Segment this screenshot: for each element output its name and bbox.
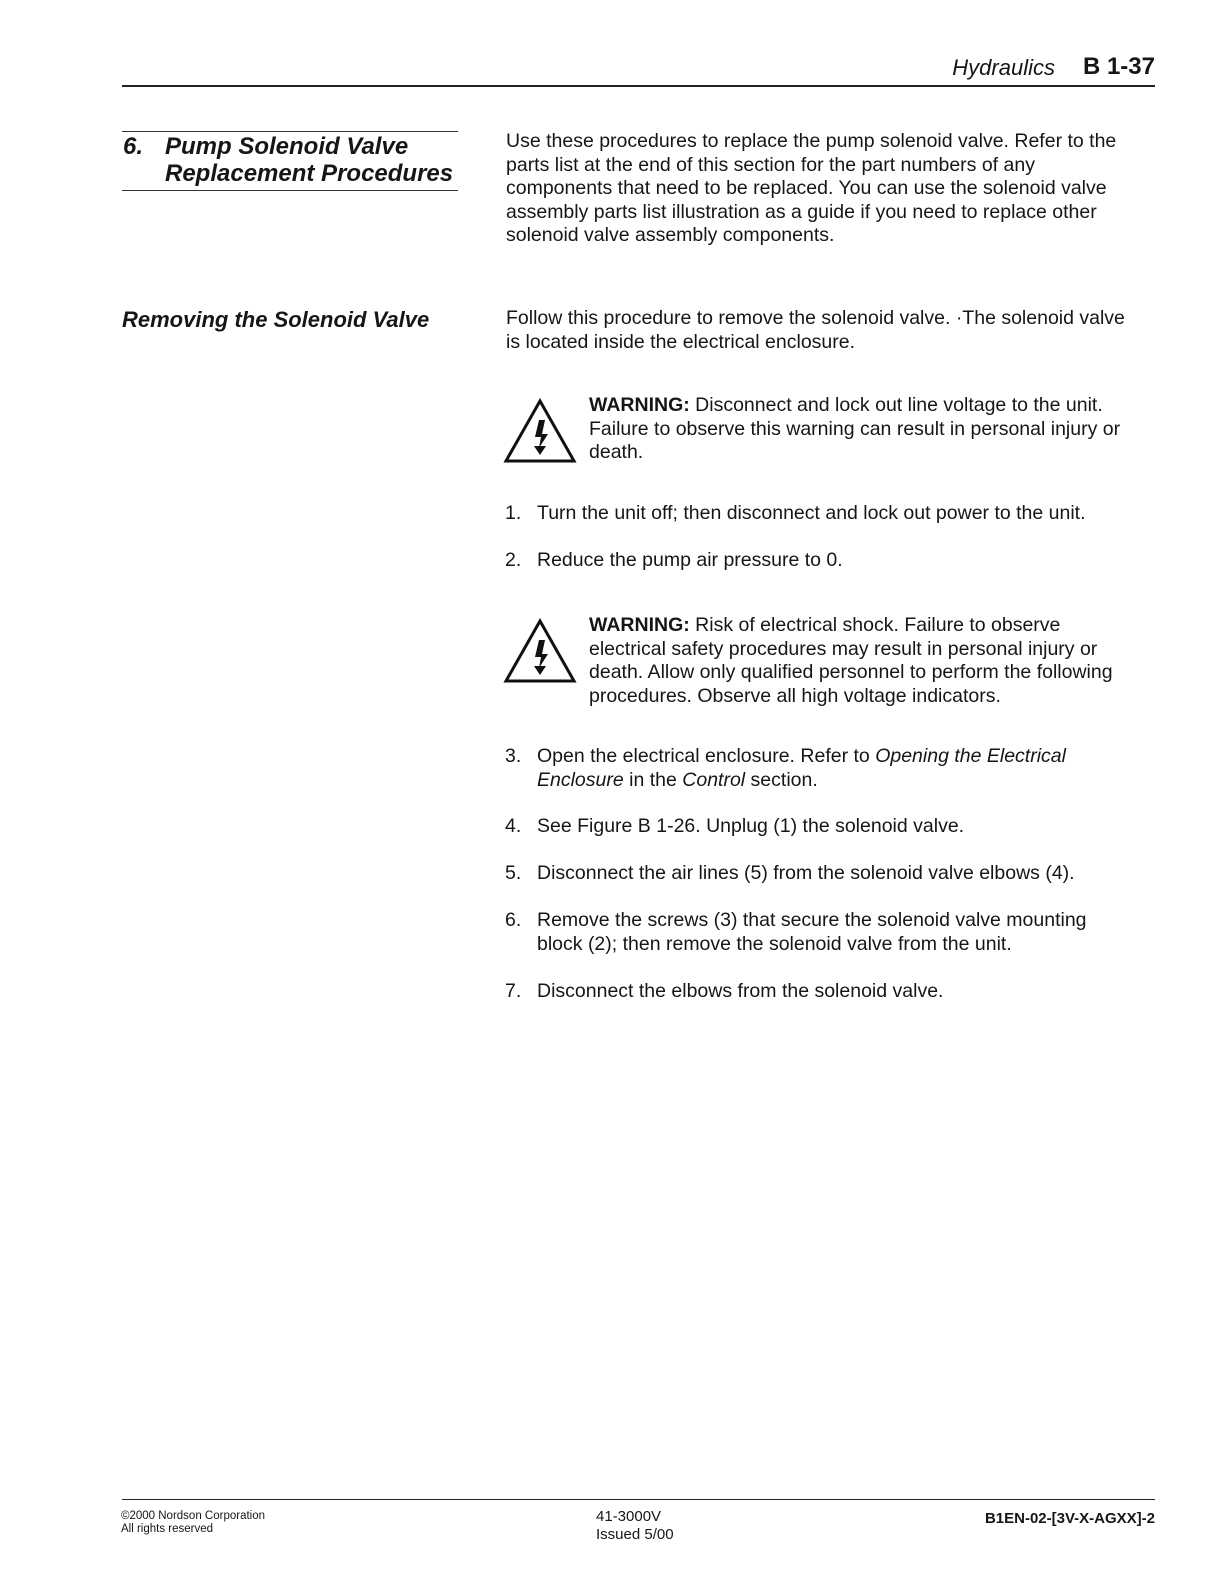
step-text: Disconnect the air lines (5) from the solenoid valve elbows (4). bbox=[537, 862, 1075, 884]
electrical-hazard-warning-icon bbox=[503, 398, 577, 464]
step-number: 5. bbox=[505, 862, 522, 884]
step-number: 1. bbox=[505, 502, 522, 524]
removing-line: is located inside the electrical enclosure. bbox=[506, 330, 856, 353]
intro-line: assembly parts list illustration as a guide if you need to replace other bbox=[506, 200, 1097, 223]
step-text: Turn the unit off; then disconnect and lock out power to the unit. bbox=[537, 502, 1086, 524]
step-number: 3. bbox=[505, 745, 522, 767]
step-text: Reduce the pump air pressure to 0. bbox=[537, 549, 843, 571]
footer-issued: Issued 5/00 bbox=[596, 1526, 674, 1543]
footer-rule bbox=[122, 1499, 1155, 1500]
warning-text-line: electrical safety procedures may result in personal injury or bbox=[589, 637, 1098, 660]
step-text: See Figure B 1-26. Unplug (1) the solenoid valve. bbox=[537, 815, 965, 837]
step-reference-section: Control bbox=[682, 768, 746, 791]
step-text: section. bbox=[745, 768, 818, 791]
step-number: 4. bbox=[505, 815, 522, 837]
warning-text-line: Disconnect and lock out line voltage to the unit. bbox=[689, 394, 1103, 416]
warning-text-line: Risk of electrical shock. Failure to observe bbox=[689, 614, 1061, 636]
step-number: 7. bbox=[505, 980, 522, 1002]
step-text: block (2); then remove the solenoid valve from the unit. bbox=[537, 932, 1012, 955]
step-number: 6. bbox=[505, 909, 522, 931]
footer-rights-line: All rights reserved bbox=[121, 1523, 214, 1535]
warning-text-line: procedures. Observe all high voltage indicators. bbox=[589, 684, 1001, 707]
section-title-line-1: Pump Solenoid Valve bbox=[165, 133, 409, 160]
step-text: Remove the screws (3) that secure the solenoid valve mounting bbox=[537, 909, 1087, 931]
intro-line: solenoid valve assembly components. bbox=[506, 224, 835, 246]
step-number: 2. bbox=[505, 549, 522, 571]
section-number: 6. bbox=[123, 133, 144, 160]
warning-text-line: death. bbox=[589, 441, 644, 463]
section-heading-top-rule bbox=[122, 131, 458, 132]
warning-text-line: death. Allow only qualified personnel to perform the following bbox=[589, 661, 1113, 683]
warning-label: WARNING: bbox=[589, 614, 690, 636]
step-text: Disconnect the elbows from the solenoid valve. bbox=[537, 980, 944, 1002]
section-title-line-2: Replacement Procedures bbox=[165, 160, 454, 187]
step-reference-title: Opening the Electrical bbox=[875, 745, 1066, 767]
footer-document-info bbox=[596, 1508, 674, 1544]
step-text: Open the electrical enclosure. Refer to bbox=[537, 745, 876, 767]
removing-paragraph bbox=[506, 307, 1151, 354]
footer-code: B1EN-02-[3V-X-AGXX]-2 bbox=[984, 1510, 1155, 1527]
removing-line: Follow this procedure to remove the solenoid valve. ·The solenoid valve bbox=[506, 307, 1125, 329]
intro-paragraph bbox=[506, 130, 1151, 248]
warning-text-line: Failure to observe this warning can result in personal injury or bbox=[589, 417, 1121, 440]
intro-line: components that need to be replaced. You can use the solenoid valve bbox=[506, 177, 1107, 199]
electrical-hazard-warning-icon bbox=[503, 618, 577, 684]
warning-label: WARNING: bbox=[589, 394, 690, 416]
footer-copyright bbox=[121, 1510, 265, 1536]
header-section-title: Hydraulics bbox=[952, 55, 1055, 80]
footer-copyright-line: ©2000 Nordson Corporation bbox=[121, 1510, 266, 1522]
intro-line: parts list at the end of this section for the part numbers of any bbox=[506, 153, 1035, 176]
section-heading-bottom-rule bbox=[122, 190, 458, 191]
section-title bbox=[165, 133, 453, 187]
step-text: in the bbox=[623, 768, 683, 791]
footer-doc-number: 41-3000V bbox=[596, 1508, 662, 1525]
intro-line: Use these procedures to replace the pump solenoid valve. Refer to the bbox=[506, 130, 1117, 152]
removing-heading: Removing the Solenoid Valve bbox=[122, 307, 430, 332]
header-page-number: B 1-37 bbox=[1082, 53, 1155, 80]
header-rule bbox=[122, 85, 1155, 87]
step-reference-title: Enclosure bbox=[537, 768, 624, 791]
